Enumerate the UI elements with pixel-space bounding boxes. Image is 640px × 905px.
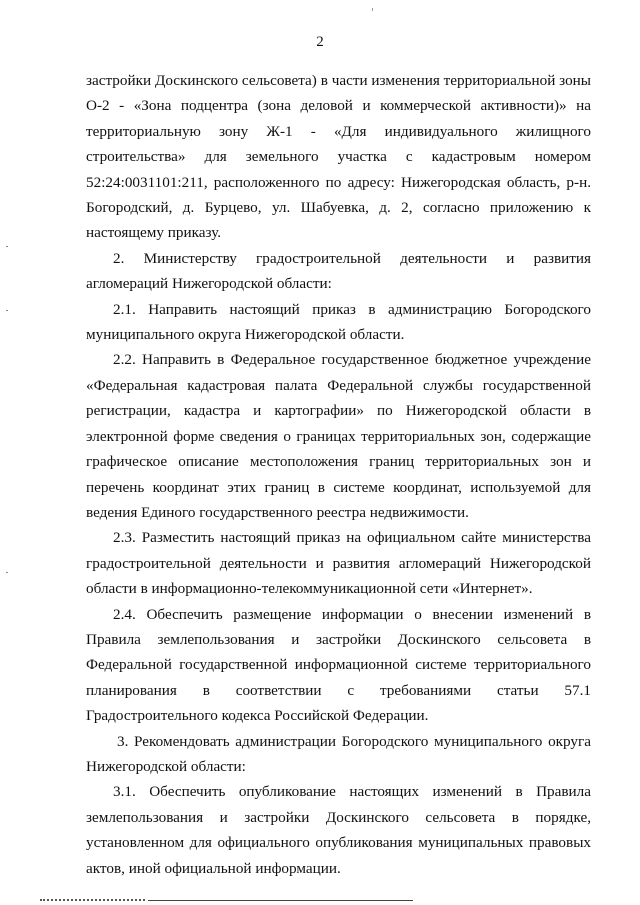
paragraph-item-2-2: 2.2. Направить в Федеральное государственное бюджетное учреждение «Федеральная кадастровая палата Федеральной службы государственной регистрации, кадастра и картографии» по Нижегородской области в электронной форме сведения о границах территориальных зон, содержащие графическое описание местоположения границ территориальных зон и перечень координат этих границ в системе координат, используемой для ведения Единого государственного реестра недвижимости. bbox=[86, 351, 591, 521]
paragraph-item-2-3: 2.3. Разместить настоящий приказ на официальном сайте министерства градостроительной деятельности и развития агломераций Нижегородской области в информационно-телекоммуникационной сети «Интернет». bbox=[86, 529, 591, 598]
footer-rule bbox=[148, 900, 413, 901]
paragraph-item-2: 2. Министерству градостроительной деятельности и развития агломераций Нижегородской области: bbox=[86, 249, 591, 293]
paragraph-item-3-1: 3.1. Обеспечить опубликование настоящих изменений в Правила землепользования и застройки Доскинского сельсовета в порядке, установленном для официального опубликования муниципальных правовых актов, иной официальной информации. bbox=[86, 783, 591, 877]
paragraph-item-2-1: 2.1. Направить настоящий приказ в администрацию Богородского муниципального округа Нижегородской области. bbox=[86, 300, 591, 344]
document-body bbox=[86, 68, 591, 881]
scan-mark bbox=[6, 572, 8, 573]
paragraph-item-3: 3. Рекомендовать администрации Богородского муниципального округа Нижегородской области: bbox=[86, 732, 591, 775]
paragraph-item-2-4: 2.4. Обеспечить размещение информации о внесении изменений в Правила землепользования и застройки Доскинского сельсовета в Федеральной государственной информационной системе территориального планирования в соответствии с требованиями статьи 57.1 Градостроительного кодекса Российской Федерации. bbox=[86, 605, 591, 725]
paragraph-1-continuation: застройки Доскинского сельсовета) в части изменения территориальной зоны О-2 - «Зона подцентра (зона деловой и коммерческой активности)» на территориальную зону Ж-1 - «Для индивидуального жилищного строительства» для земельного участка с кадастровым номером 52:24:0031101:211, расположенного по адресу: Нижегородская область, р-н. Богородский, д. Бурцево, ул. Шабуевка, д. 2, согласно приложению к настоящему приказу. bbox=[86, 72, 591, 242]
scan-mark bbox=[6, 310, 8, 311]
scan-mark bbox=[6, 246, 8, 247]
page-number: 2 bbox=[316, 34, 324, 50]
scan-mark bbox=[372, 8, 373, 11]
footer-dashes bbox=[40, 899, 145, 903]
